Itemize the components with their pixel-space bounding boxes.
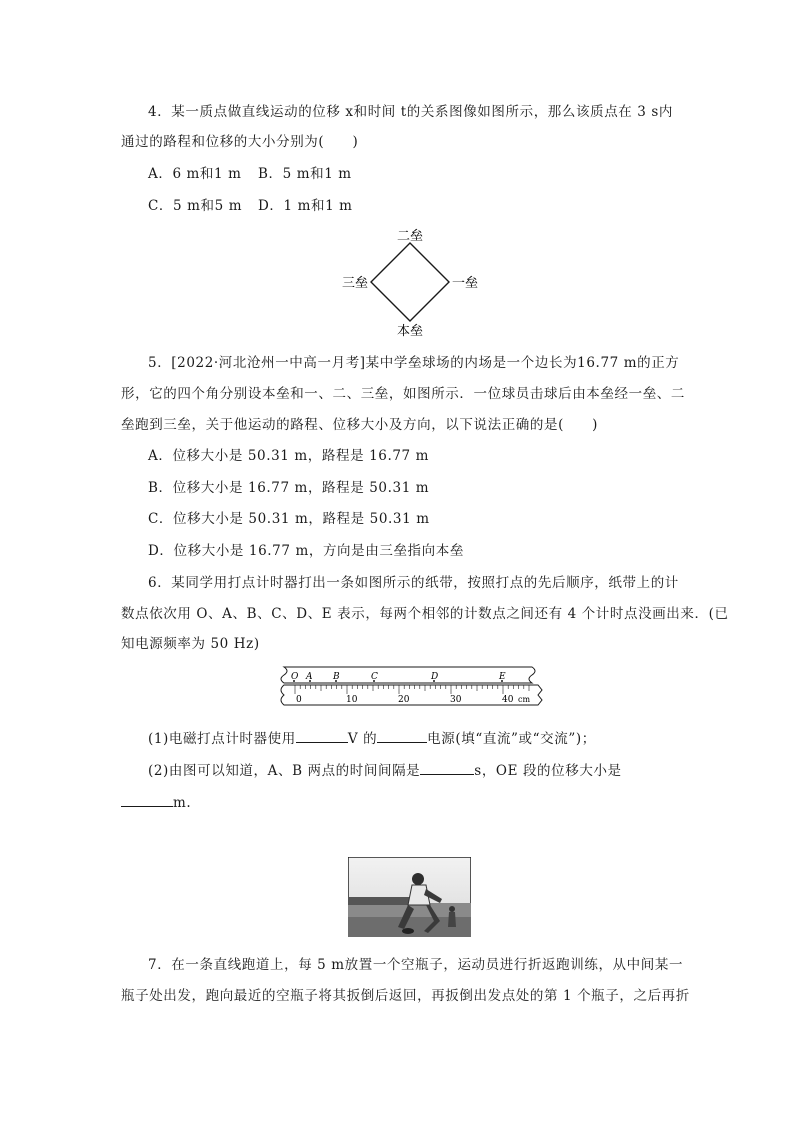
q5-option-a: A．位移大小是 50.31 m，路程是 16.77 m [148,448,430,464]
q6-line3: 知电源频率为 50 Hz) [121,636,260,652]
tick-label-30: 30 [450,695,462,705]
runner-head [412,873,424,885]
time-interval-blank[interactable] [420,760,474,775]
q6-line1: 6．某同学用打点计时器打出一条如图所示的纸带，按照打点的先后顺序，纸带上的计 [148,575,679,591]
q5-option-c: C．位移大小是 50.31 m，路程是 50.31 m [148,511,430,527]
point-label-b: B [333,672,340,682]
home-plate-label: 本垒 [396,324,424,339]
point-label-a: A [306,672,313,682]
current-type-blank[interactable] [377,728,427,743]
q4-option-b: B．5 m和1 m [258,166,352,182]
diamond-shape [371,243,449,321]
paper-tape [281,667,535,683]
q4-line2: 通过的路程和位移的大小分别为( ) [121,134,359,150]
q6-sub2-text-b: s，OE 段的位移大小是 [474,763,622,779]
q6-sub2-text-c: m. [173,795,192,811]
q6-sub2 [148,760,622,781]
q6-sub1 [148,728,596,749]
q5-option-b: B．位移大小是 16.77 m，路程是 50.31 m [148,480,430,496]
point-label-d: D [431,672,439,682]
baseball-diamond-figure [330,225,490,340]
first-base-label: 一垒 [452,276,479,291]
q4-option-a: A．6 m和1 m [148,166,242,182]
point-label-c: C [371,672,378,682]
q5-line3: 垒跑到三垒，关于他运动的路程、位移大小及方向，以下说法正确的是( ) [121,417,599,433]
point-label-e: E [499,672,506,682]
tick-label-20: 20 [398,695,410,705]
second-base-label: 二垒 [396,229,424,244]
q7-line1: 7．在一条直线跑道上，每 5 m放置一个空瓶子，运动员进行折返跑训练，从中间某一 [148,957,684,973]
tick-label-40: 40 [502,695,514,705]
q5-option-d: D．位移大小是 16.77 m，方向是由三垒指向本垒 [148,543,464,559]
q6-sub1-text-a: (1)电磁打点计时器使用 [148,731,296,747]
point-label-o: O [291,672,299,682]
q5-line2: 形，它的四个角分别设本垒和一、二、三垒，如图所示．一位球员击球后由本垒经一垒、二 [121,386,685,402]
q6-sub2-cont [121,792,191,813]
q7-line2: 瓶子处出发，跑向最近的空瓶子将其扳倒后返回，再扳倒出发点处的第 1 个瓶子，之后再折 [121,988,690,1004]
q4-option-c: C．5 m和5 m [148,198,243,214]
paper-tape-figure [270,664,550,712]
q6-line2: 数点依次用 O、A、B、C、D、E 表示，每两个相邻的计数点之间还有 4 个计时点没画出来．(已 [121,606,729,622]
displacement-blank[interactable] [121,792,173,807]
runner-photo [348,857,471,937]
q4-option-d: D．1 m和1 m [258,198,353,214]
unit-label: cm [518,695,531,704]
third-base-label: 三垒 [341,276,368,291]
q6-sub2-text-a: (2)由图可以知道，A、B 两点的时间间隔是 [148,763,421,779]
q6-sub1-text-c: 电源(填“直流”或“交流”)； [427,731,596,747]
tick-label-10: 10 [346,695,358,705]
q5-line1: 5．[2022·河北沧州一中高一月考]某中学垒球场的内场是一个边长为16.77 m的正方 [148,355,680,371]
q6-sub1-text-b: V 的 [347,731,378,747]
q4-line1: 4．某一质点做直线运动的位移 x和时间 t的关系图像如图所示，那么该质点在 3 s内 [148,104,674,120]
tick-label-0: 0 [296,695,302,705]
voltage-blank[interactable] [296,728,348,743]
